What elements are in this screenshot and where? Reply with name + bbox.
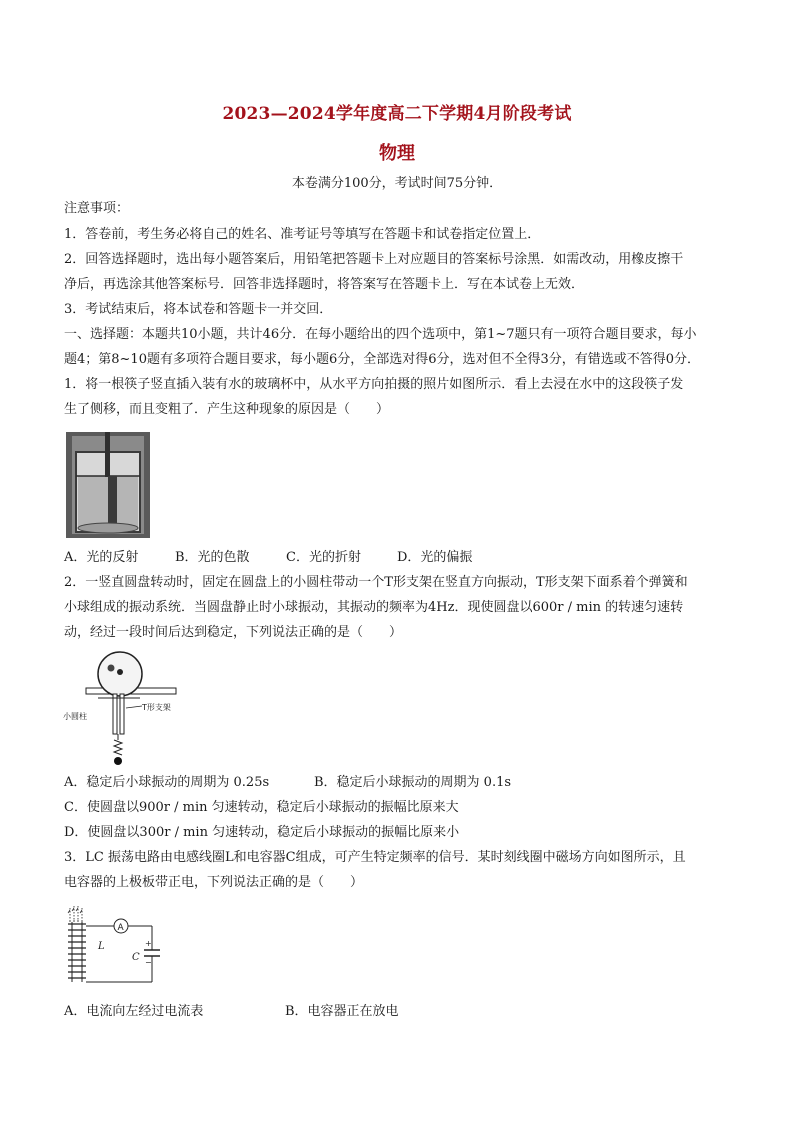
notes-header: 注意事项：	[64, 201, 130, 216]
frame-label: T形支架	[142, 703, 171, 712]
exam-info: 本卷满分100分，考试时间75分钟．	[291, 176, 503, 191]
note-item: 净后，再选涂其他答案标号．回答非选择题时，将答案写在答题卡上．写在本试卷上无效．	[64, 277, 585, 292]
minus-sign: −	[145, 958, 152, 967]
q2-option-d: D．使圆盘以300r / min 匀速转动，稳定后小球振动的振幅比原来小	[64, 825, 460, 840]
disk-spring-diagram	[62, 648, 192, 766]
q3-options-ab	[64, 1003, 736, 1021]
q3-option-a: A．电流向左经过电流表	[64, 1004, 204, 1019]
q1-option-c: C．光的折射	[286, 550, 361, 565]
q1-option-d: D．光的偏振	[397, 550, 473, 565]
q2-options-ab	[64, 774, 736, 792]
q1-stem: 1．将一根筷子竖直插入装有水的玻璃杯中，从水平方向拍摄的照片如图所示．看上去浸在水中的这段筷子发	[64, 377, 684, 392]
q1-stem: 生了侧移，而且变粗了．产生这种现象的原因是（ ）	[64, 402, 390, 417]
note-item: 1．答卷前，考生务必将自己的姓名、准考证号等填写在答题卡和试卷指定位置上．	[64, 227, 541, 242]
lc-circuit-diagram	[62, 904, 172, 990]
q1-options	[64, 549, 736, 567]
chopstick-glass-photo	[66, 432, 150, 538]
subject-title: 物理	[379, 143, 415, 164]
q2-stem: 2．一竖直圆盘转动时，固定在圆盘上的小圆柱带动一个T形支架在竖直方向振动，T形支架下面系着个弹簧和	[64, 575, 688, 590]
note-item: 3．考试结束后，将本试卷和答题卡一并交回．	[64, 302, 333, 317]
section-heading: 题4；第8~10题有多项符合题目要求，每小题6分，全部选对得6分，选对但不全得3分，有错选或不答得0分．	[64, 352, 701, 367]
q2-option-b: B．稳定后小球振动的周期为 0.1s	[314, 775, 512, 790]
note-item: 2．回答选择题时，选出每小题答案后，用铅笔把答题卡上对应题目的答案标号涂黑．如需改动，用橡皮擦干	[64, 252, 684, 267]
q3-option-b: B．电容器正在放电	[285, 1004, 399, 1019]
inductor-label: L	[98, 941, 105, 952]
q2-option-a: A．稳定后小球振动的周期为 0.25s	[64, 775, 270, 790]
q3-stem: 3．LC 振荡电路由电感线圈L和电容器C组成，可产生特定频率的信号．某时刻线圈中磁场方向如图所示，且	[64, 850, 686, 865]
ammeter-label: A	[117, 923, 124, 933]
q2-stem: 小球组成的振动系统．当圆盘静止时小球振动，其振动的频率为4Hz．现使圆盘以600r / min 的转速匀速转	[64, 600, 684, 615]
q2-stem: 动，经过一段时间后达到稳定，下列说法正确的是（ ）	[64, 625, 403, 640]
exam-title: 2023—2024学年度高二下学期4月阶段考试	[222, 104, 572, 124]
plus-sign: +	[145, 939, 152, 948]
q1-option-a: A．光的反射	[64, 550, 139, 565]
q3-stem: 电容器的上极板带正电，下列说法正确的是（ ）	[64, 875, 364, 890]
q2-option-c: C．使圆盘以900r / min 匀速转动，稳定后小球振动的振幅比原来大	[64, 800, 459, 815]
q1-option-b: B．光的色散	[175, 550, 250, 565]
pin-label: 小圆柱	[63, 712, 87, 721]
section-heading: 一、选择题：本题共10小题，共计46分．在每小题给出的四个选项中，第1~7题只有一项符合题目要求，每小	[64, 327, 697, 342]
capacitor-label: C	[132, 952, 140, 963]
